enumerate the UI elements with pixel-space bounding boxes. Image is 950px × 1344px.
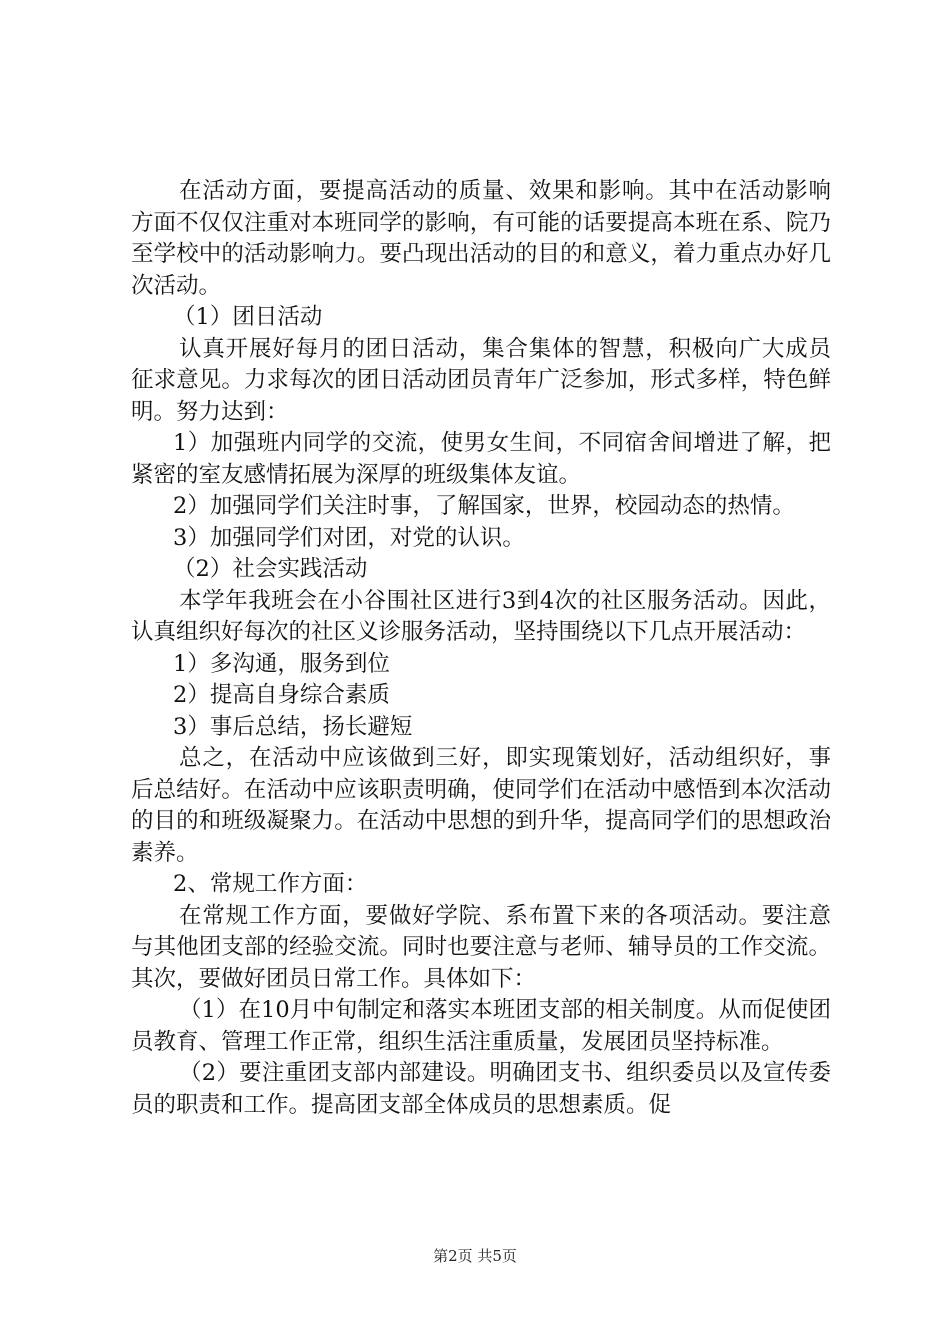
paragraph-social-practice: 本学年我班会在小谷围社区进行3到4次的社区服务活动。因此，认真组织好每次的社区义诊服务活动，坚持围绕以下几点开展活动： (131, 587, 831, 645)
paragraph-league-day: 认真开展好每月的团日活动，集合集体的智慧，积极向广大成员征求意见。力求每次的团日活动团员青年广泛参加，形式多样，特色鲜明。努力达到： (131, 335, 831, 425)
heading-social-practice: （2）社会实践活动 (173, 556, 368, 582)
list-item-practice-1: 1）多沟通，服务到位 (173, 650, 390, 677)
list-item-practice-3: 3）事后总结，扬长避短 (173, 713, 413, 740)
paragraph-activity-intro: 在活动方面，要提高活动的质量、效果和影响。其中在活动影响方面不仅仅注重对本班同学的影响，有可能的话要提高本班在系、院乃至学校中的活动影响力。要凸现出活动的目的和意义，着力重点办好几次活动。 (131, 178, 831, 299)
paragraph-routine-work: 在常规工作方面，要做好学院、系布置下来的各项活动。要注意与其他团支部的经验交流。同时也要注意与老师、辅导员的工作交流。其次，要做好团员日常工作。具体如下： (131, 902, 831, 992)
list-item-goal-1: 1）加强班内同学的交流，使男女生间，不同宿舍间增进了解，把紧密的室友感情拓展为深厚的班级集体友谊。 (131, 430, 831, 488)
list-item-practice-2: 2）提高自身综合素质 (173, 682, 390, 708)
heading-league-day: （1）团日活动 (173, 304, 323, 330)
list-item-goal-3: 3）加强同学们对团，对党的认识。 (173, 524, 525, 551)
paragraph-summary: 总之，在活动中应该做到三好，即实现策划好，活动组织好，事后总结好。在活动中应该职责明确，使同学们在活动中感悟到本次活动的目的和班级凝聚力。在活动中思想的到升华，提高同学们的思想政治素养。 (131, 745, 831, 866)
page-number-footer: 第2页 共5页 (433, 1247, 517, 1265)
paragraph-routine-item-1: （1）在10月中旬制定和落实本班团支部的相关制度。从而促使团员教育、管理工作正常，组织生活注重质量，发展团员坚持标准。 (131, 997, 831, 1055)
list-item-goal-2: 2）加强同学们关注时事，了解国家，世界，校园动态的热情。 (173, 493, 795, 519)
heading-routine-work: 2、常规工作方面： (173, 871, 368, 897)
paragraph-routine-item-2: （2）要注重团支部内部建设。明确团支书、组织委员以及宣传委员的职责和工作。提高团支部全体成员的思想素质。促 (131, 1060, 831, 1118)
document-body (131, 176, 831, 1121)
